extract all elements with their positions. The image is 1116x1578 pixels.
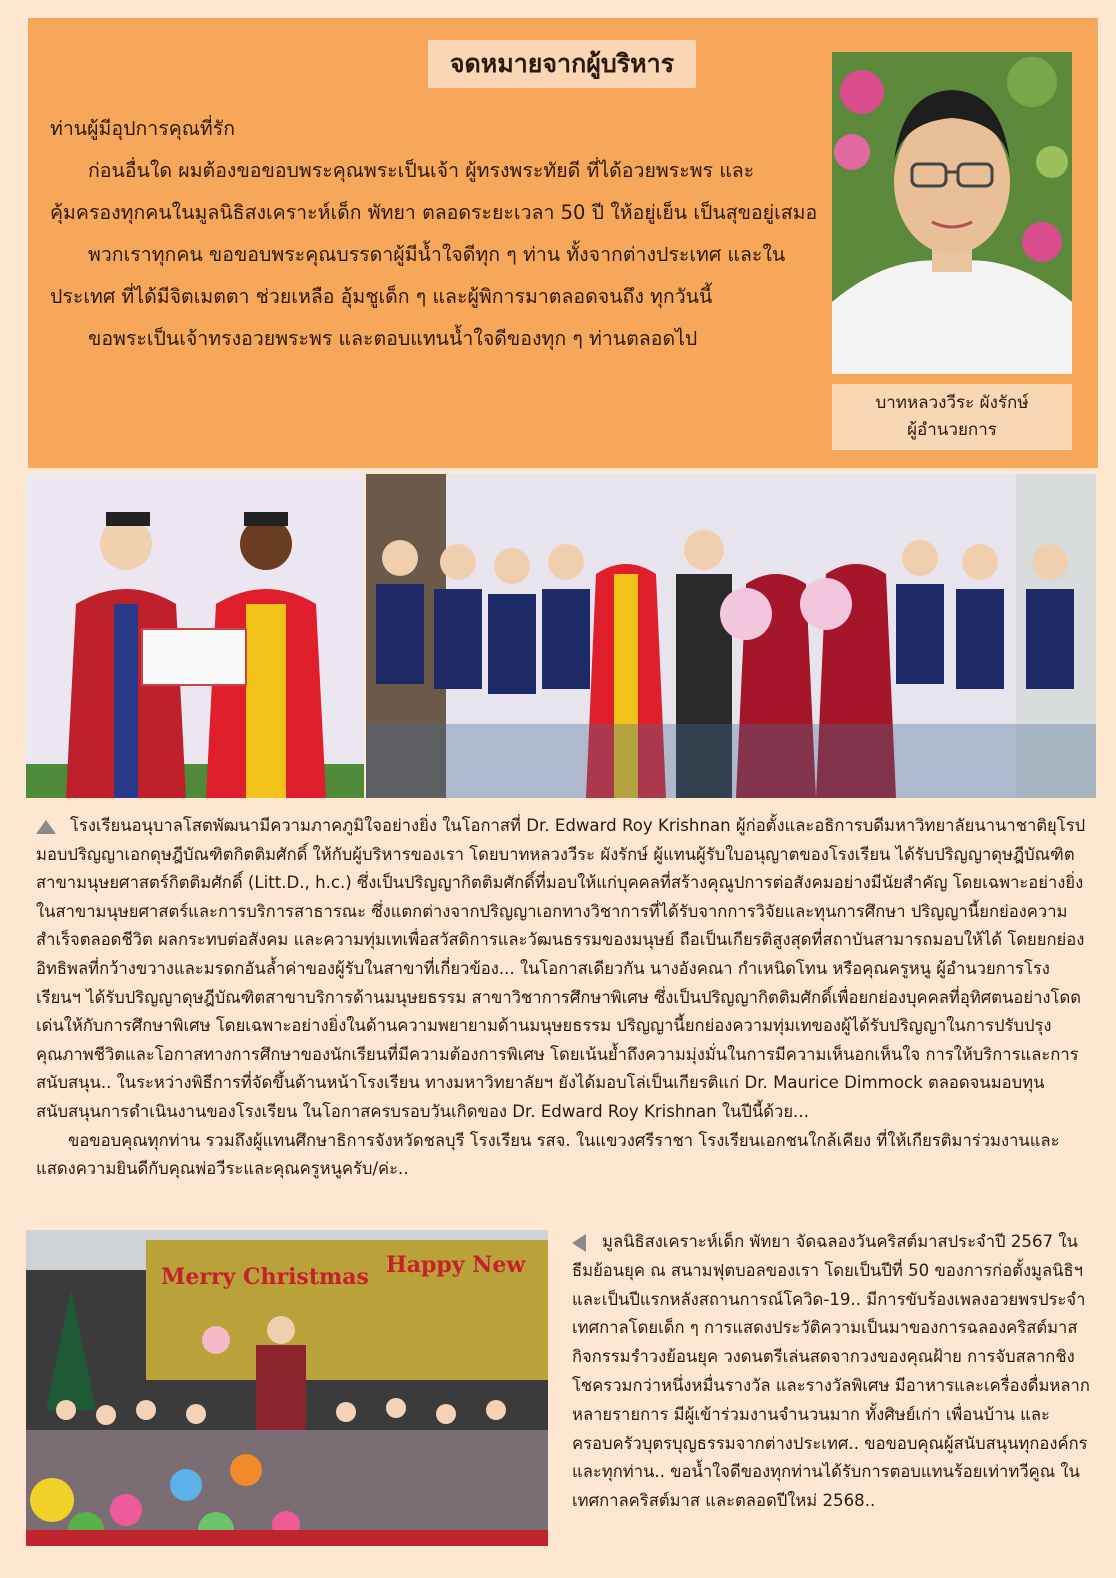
christmas-paragraph: มูลนิธิสงเคราะห์เด็ก พัทยา จัดฉลองวันคริสต์มาสประจำปี 2567 ในธีมย้อนยุค ณ สนามฟุตบอลของเรา โดยเป็นปีที่ 50 ของการก่อตั้งมูลนิธิฯ และเป็นปีแรกหลังสถานการณ์โควิด-19.. มีการขับร้องเพลงอวยพรประจำเทศกาลโดยเด็ก ๆ การแสดงประวัติความเป็นมาของการฉลองคริสต์มาส กิจกรรมรำวงย้อนยุค วงดนตรีเล่นสดจากวงของคุณฝ้าย การจับสลากชิงโชครวมกว่าหนึ่งหมื่นรางวัล และรางวัลพิเศษ มีอาหารและเครื่องดื่มหลากหลายรายการ มีผู้เข้าร่วมงานจำนวนมาก ทั้งศิษย์เก่า เพื่อนบ้าน และครอบครัวบุตรบุญธรรมจากต่างประเทศ.. ขอขอบคุณผู้สนับสนุนทุกองค์กรและทุกท่าน.. ขอน้ำใจดีของทุกท่านได้รับการตอบแทนร้อยเท่าทวีคูณ ในเทศกาลคริสต์มาส และตลอดปีใหม่ 2568.. [572, 1232, 1090, 1511]
letter-greeting: ท่านผู้มีอุปการคุณที่รัก [50, 117, 236, 140]
group-photo [366, 474, 1096, 798]
ceremony-thanks: ขอขอบคุณทุกท่าน รวมถึงผู้แทนศึกษาธิการจังหวัดชลบุรี โรงเรียน รสจ. ในแขวงศรีราชา โรงเรียนเอกชนใกล้เคียง ที่ให้เกียรติมาร่วมงานและแสดงความยินดีกับคุณพ่อวีระและคุณครูหนูครับ/ค่ะ.. [36, 1130, 1060, 1179]
director-portrait [832, 52, 1072, 374]
ceremony-story [36, 812, 1092, 1184]
director-title: ผู้อำนวยการ [907, 420, 997, 440]
letter-paragraph-2: พวกเราทุกคน ขอขอบพระคุณบรรดาผู้มีน้ำใจดีทุก ๆ ท่าน ทั้งจากต่างประเทศ และในประเทศ ที่ได้มีจิตเมตตา ช่วยเหลือ อุ้มชูเด็ก ๆ และผู้พิการมาตลอดจนถึง ทุกวันนี้ [50, 243, 786, 308]
ceremony-paragraph-text: โรงเรียนอนุบาลโสตพัฒนามีความภาคภูมิใจอย่างยิ่ง ในโอกาสที่ Dr. Edward Roy Krishnan ผู้ก่อตั้งและอธิการบดีมหาวิทยาลัยนานาชาติยุโรป มอบปริญญาเอกดุษฎีบัณฑิตกิตติมศักดิ์ ให้กับผู้บริหารของเรา โดยบาทหลวงวีระ ผังรักษ์ ผู้แทนผู้รับใบอนุญาตของโรงเรียน ได้รับปริญญาดุษฎีบัณฑิตสาขามนุษยศาสตร์กิตติมศักดิ์ (Litt.D., h.c.) ซึ่งเป็นปริญญากิตติมศักดิ์ที่มอบให้แก่บุคคลที่สร้างคุณูปการต่อสังคมอย่างมีนัยสำคัญ โดยเฉพาะอย่างยิ่งในสาขามนุษยศาสตร์และการบริการสาธารณะ ซึ่งแตกต่างจากปริญญาเอกทางวิชาการที่ได้รับจากการวิจัยและทุนการศึกษา ปริญญานี้ยกย่องความสำเร็จตลอดชีวิต ผลกระทบต่อสังคม และความทุ่มเทเพื่อสวัสดิการและวัฒนธรรมของมนุษย์ ถือเป็นเกียรติสูงสุดที่สถาบันสามารถมอบให้ได้ โดยยกย่องอิทธิพลที่กว้างขวางและมรดกอันล้ำค่าของผู้รับในสาขาที่เกี่ยวข้อง... ในโอกาสเดียวกัน นางอังคณา กำเหนิดโทน หรือคุณครูหนู ผู้อำนวยการโรงเรียนฯ ได้รับปริญญาดุษฎีบัณฑิตสาขาบริการด้านมนุษยธรรม สาขาวิชาการศึกษาพิเศษ ซึ่งเป็นปริญญากิตติมศักดิ์เพื่อยกย่องบุคคลที่อุทิศตนอย่างโดดเด่นให้กับการศึกษาพิเศษ โดยเฉพาะอย่างยิ่งในด้านความพยายามด้านมนุษยธรรม ปริญญานี้ยกย่องความทุ่มเทของผู้ได้รับปริญญาในการปรับปรุงคุณภาพชีวิตและโอกาสทางการศึกษาของนักเรียนที่มีความต้องการพิเศษ โดยเน้นย้ำถึงความมุ่งมั่นในการมีความเห็นอกเห็นใจ การให้บริการและการสนับสนุน.. ในระหว่างพิธีการที่จัดขึ้นด้านหน้าโรงเรียน ทางมหาวิทยาลัยฯ ยังได้มอบโล่เป็นเกียรติแก่ Dr. Maurice Dimmock ตลอดจนมอบทุนสนับสนุนการดำเนินงานของโรงเรียน ในโอกาสครบรอบวันเกิดของ Dr. Edward Roy Krishnan ในปีนี้ด้วย... [36, 816, 1086, 1121]
triangle-left-icon [572, 1234, 586, 1252]
director-name: บาทหลวงวีระ ผังรักษ์ [875, 393, 1029, 413]
christmas-photo [26, 1230, 548, 1546]
banner-happy-new: Happy New [386, 1252, 526, 1278]
banner-merry-christmas: Merry Christmas [161, 1264, 369, 1290]
triangle-up-icon [36, 820, 56, 834]
letter-title: จดหมายจากผู้บริหาร [428, 40, 696, 88]
ceremony-paragraph [36, 812, 1092, 1127]
christmas-story [572, 1228, 1092, 1516]
degree-presentation-photo [26, 474, 364, 798]
director-caption [832, 384, 1072, 450]
letter-paragraph-3: ขอพระเป็นเจ้าทรงอวยพระพร และตอบแทนน้ำใจดีของทุก ๆ ท่านตลอดไป [88, 327, 698, 350]
letter-paragraph-1: ก่อนอื่นใด ผมต้องขอขอบพระคุณพระเป็นเจ้า ผู้ทรงพระทัยดี ที่ได้อวยพระพร และคุ้มครองทุกคนในมูลนิธิสงเคราะห์เด็ก พัทยา ตลอดระยะเวลา 50 ปี ให้อยู่เย็น เป็นสุขอยู่เสมอ [50, 159, 818, 224]
letter-body [50, 108, 820, 360]
